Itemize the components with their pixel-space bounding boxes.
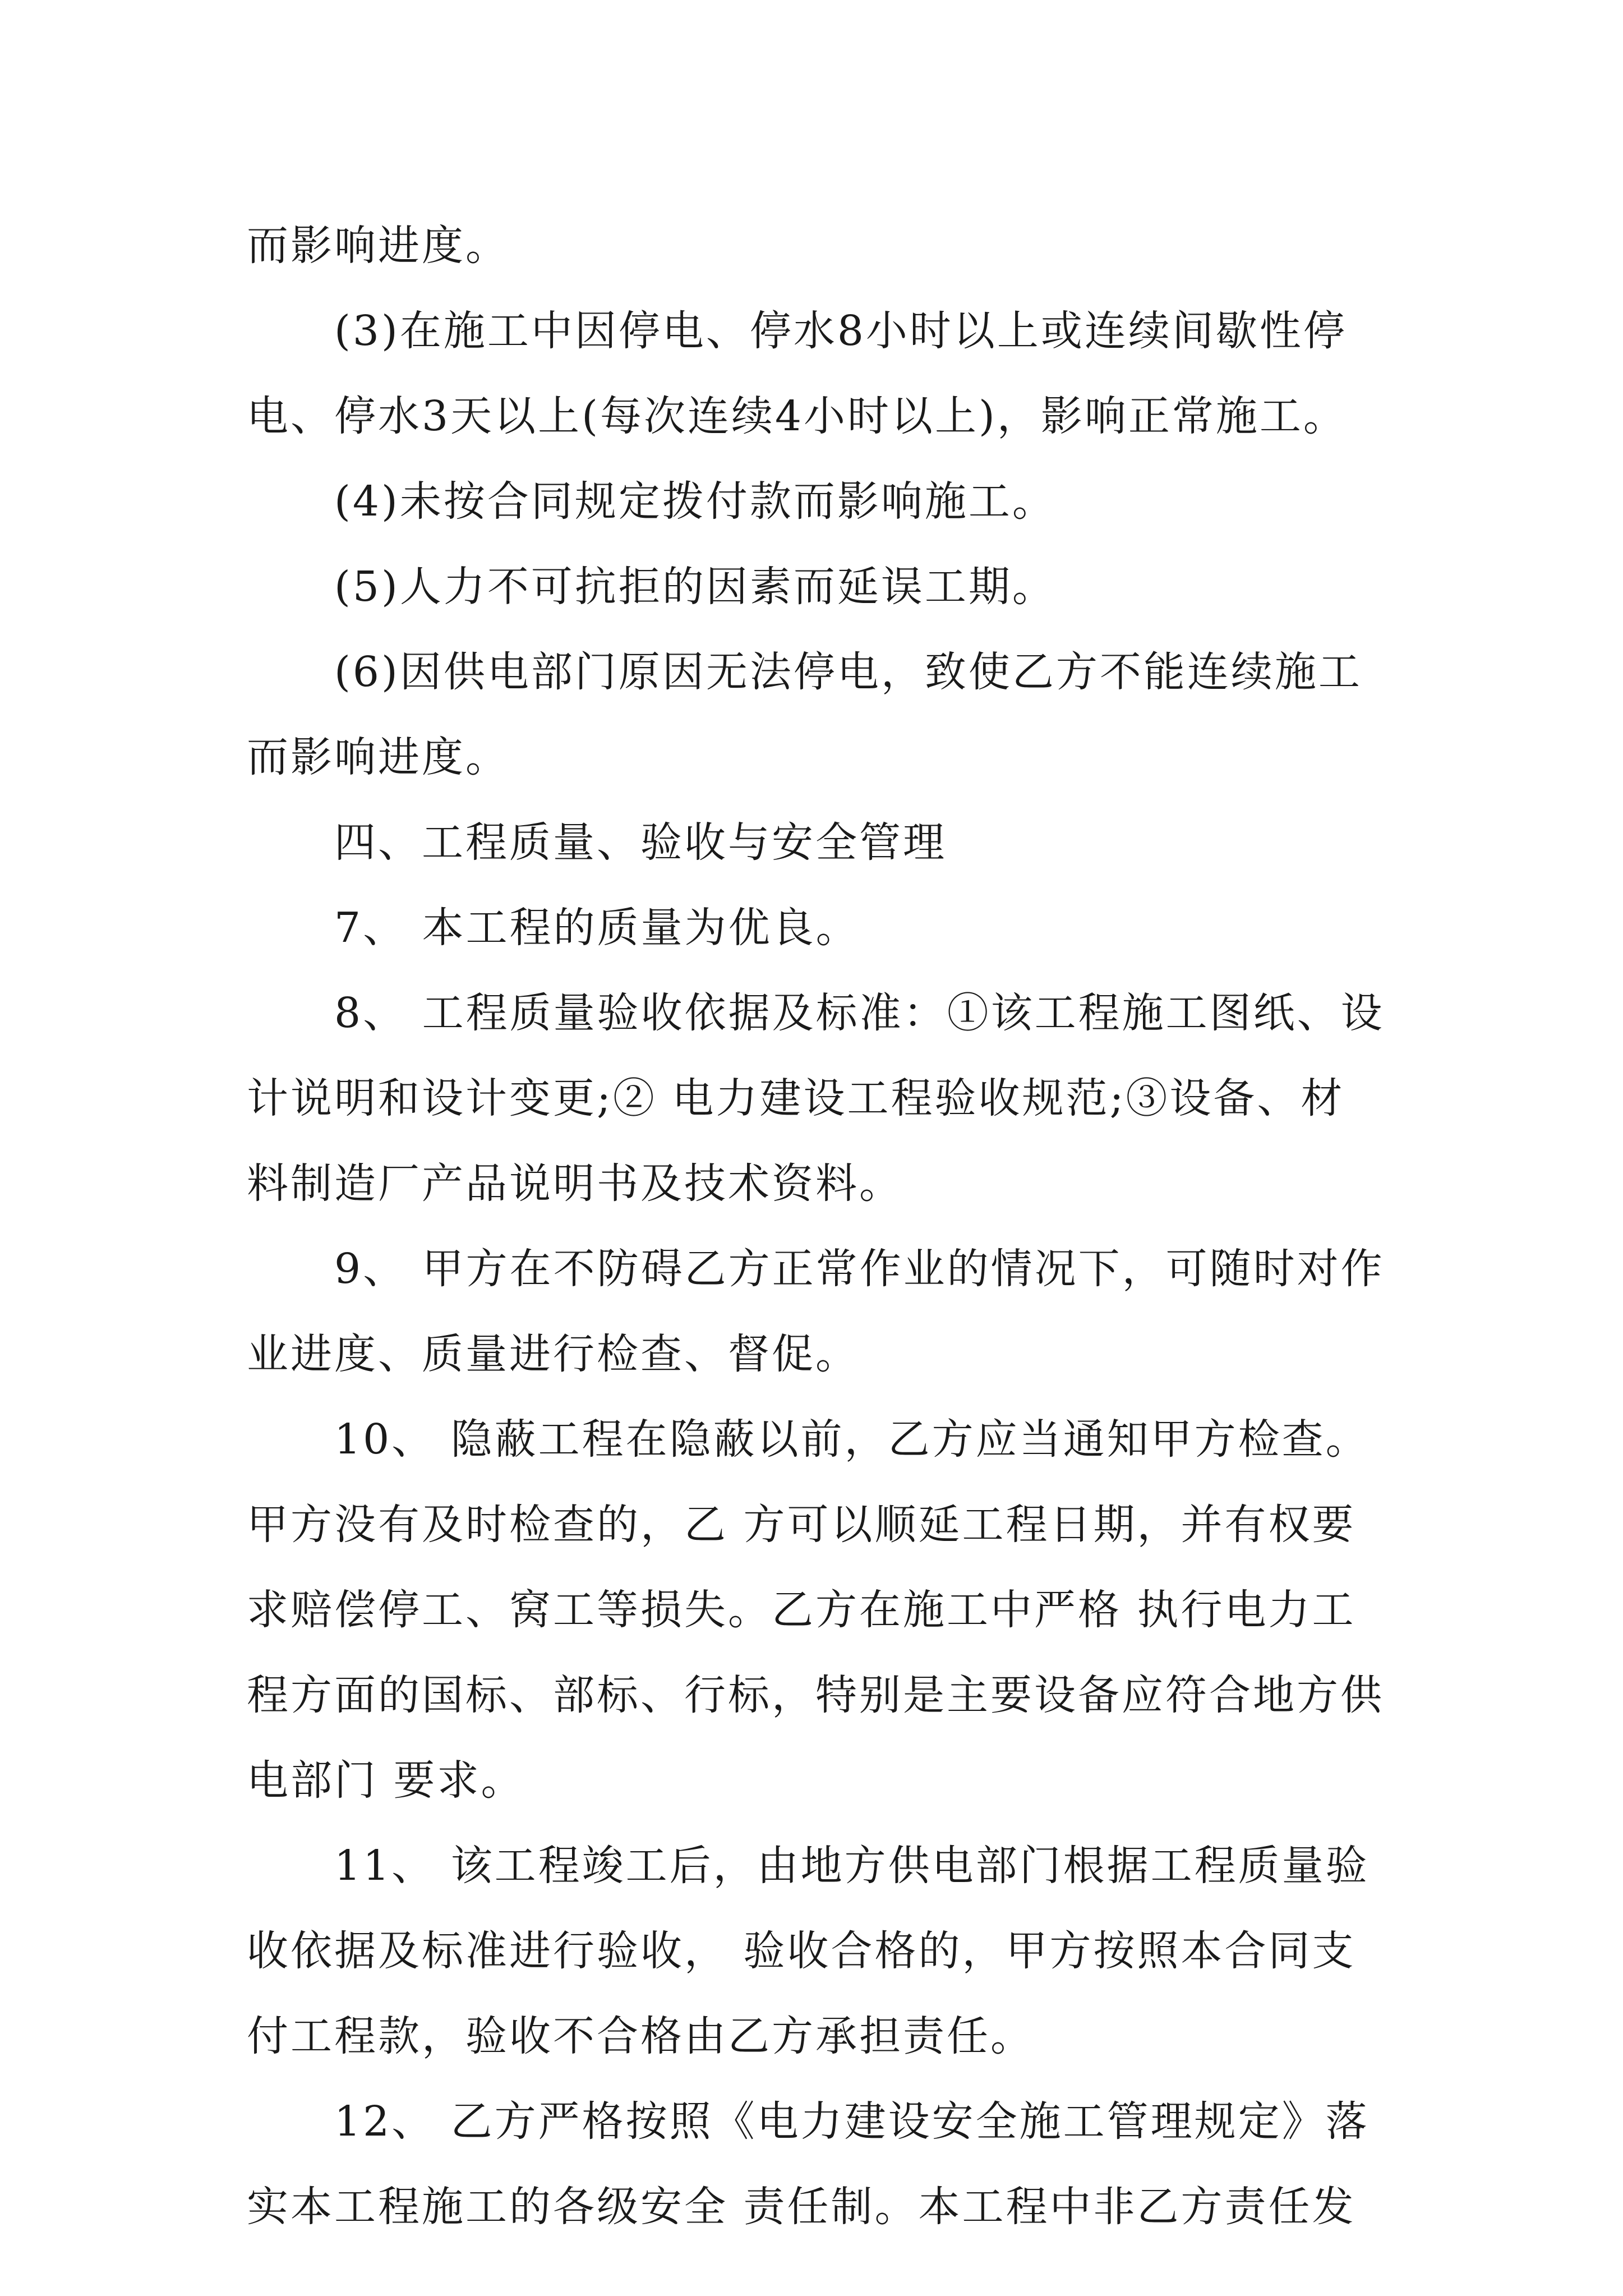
text-line: 11、 该工程竣工后，由地方供电部门根据工程质量验 bbox=[247, 1842, 1370, 1890]
text-line: 而影响进度。 bbox=[247, 222, 509, 270]
text-line: 求赔偿停工、窝工等损失。乙方在施工中严格 执行电力工 bbox=[247, 1586, 1356, 1634]
text-line: 料制造厂产品说明书及技术资料。 bbox=[247, 1159, 903, 1208]
text-line: 付工程款，验收不合格由乙方承担责任。 bbox=[247, 2012, 1034, 2060]
text-line: 电、停水3天以上(每次连续4小时以上)，影响正常施工。 bbox=[247, 392, 1347, 440]
document-body bbox=[247, 203, 1385, 2249]
text-line: 8、 工程质量验收依据及标准：①该工程施工图纸、设 bbox=[247, 989, 1385, 1037]
text-line: 10、 隐蔽工程在隐蔽以前，乙方应当通知甲方检查。 bbox=[247, 1415, 1370, 1464]
text-line: 收依据及标准进行验收， 验收合格的，甲方按照本合同支 bbox=[247, 1927, 1356, 1975]
text-line: (3)在施工中因停电、停水8小时以上或连续间歇性停 bbox=[247, 307, 1347, 355]
section-heading: 四、工程质量、验收与安全管理 bbox=[247, 818, 947, 867]
text-line: 7、 本工程的质量为优良。 bbox=[247, 904, 860, 952]
text-line: 而影响进度。 bbox=[247, 733, 509, 781]
text-line: 9、 甲方在不防碍乙方正常作业的情况下，可随时对作 bbox=[247, 1245, 1385, 1293]
text-line: (5)人力不可抗拒的因素而延误工期。 bbox=[247, 563, 1056, 611]
text-line: (6)因供电部门原因无法停电，致使乙方不能连续施工 bbox=[247, 648, 1362, 696]
text-line: 业进度、质量进行检查、督促。 bbox=[247, 1330, 859, 1378]
text-line: (4)未按合同规定拨付款而影响施工。 bbox=[247, 477, 1056, 526]
text-line: 计说明和设计变更;② 电力建设工程验收规范;③设备、材 bbox=[247, 1074, 1345, 1122]
text-line: 实本工程施工的各级安全 责任制。本工程中非乙方责任发 bbox=[247, 2183, 1356, 2231]
text-line: 程方面的国标、部标、行标，特别是主要设备应符合地方供 bbox=[247, 1671, 1384, 1719]
text-line: 电部门 要求。 bbox=[247, 1756, 525, 1805]
text-line: 甲方没有及时检查的，乙 方可以顺延工程日期，并有权要 bbox=[247, 1501, 1356, 1549]
text-line: 12、 乙方严格按照《电力建设安全施工管理规定》落 bbox=[247, 2097, 1370, 2146]
